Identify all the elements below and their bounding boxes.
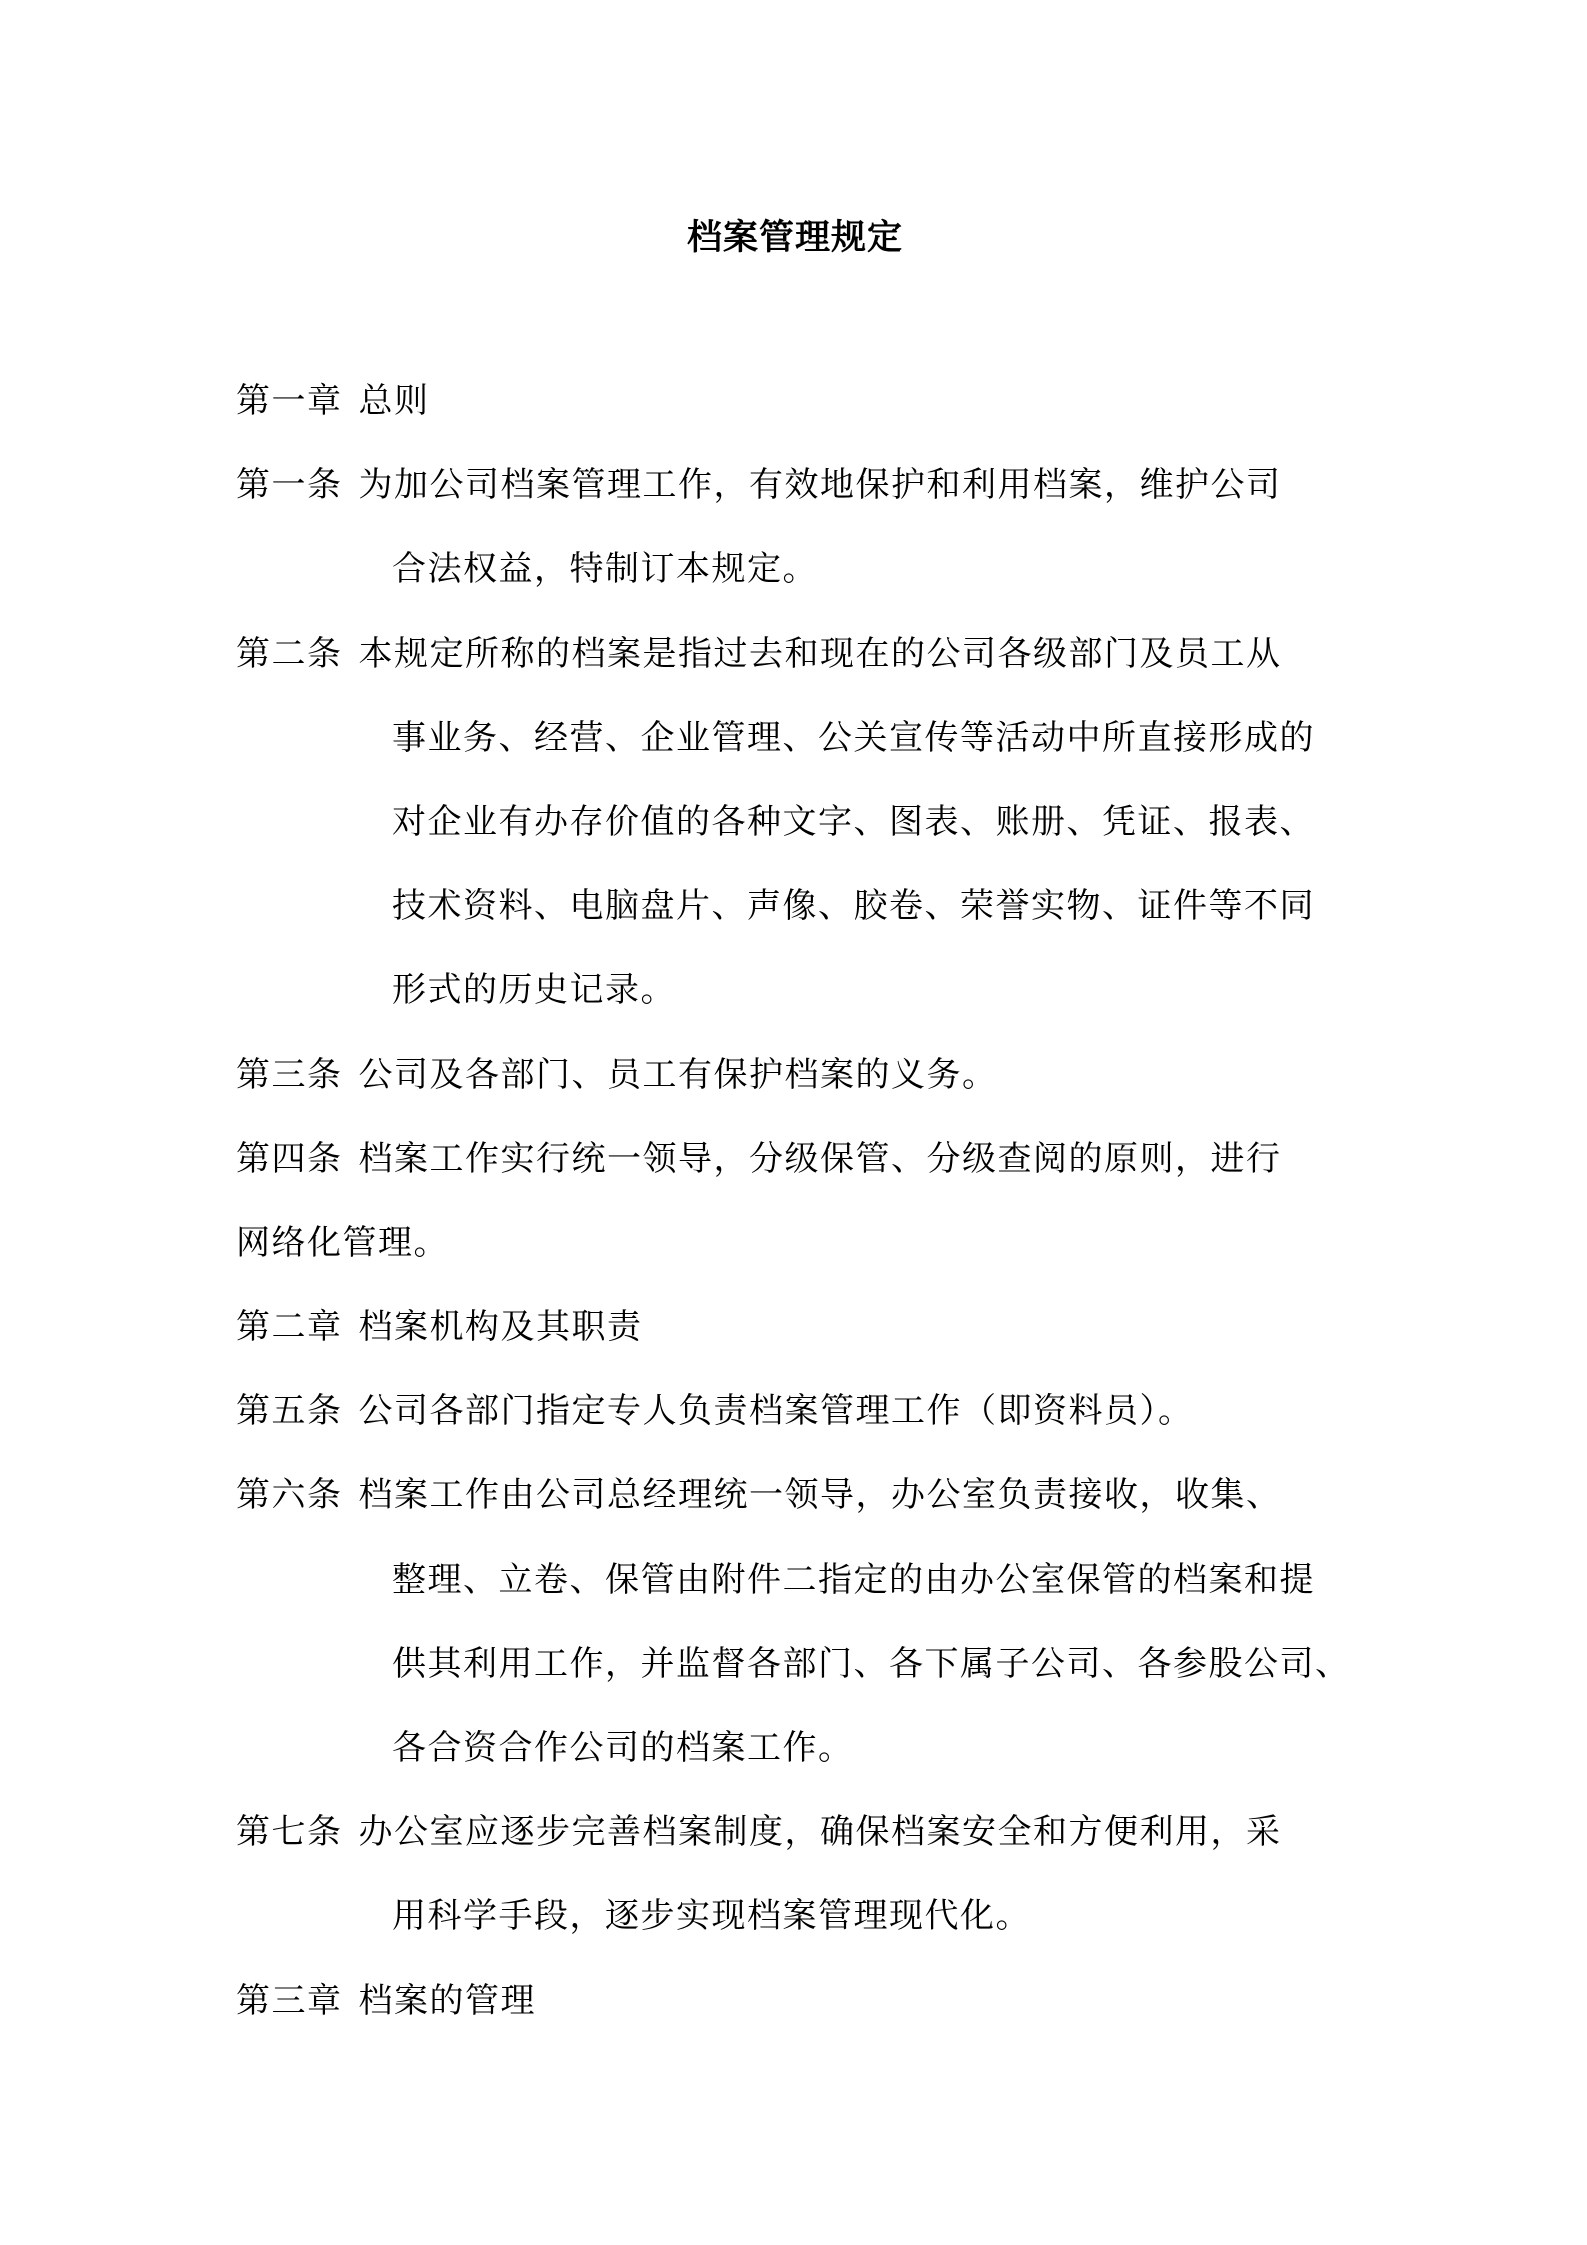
article-text: 档案工作实行统一领导，分级保管、分级查阅的原则，进行 [358, 1138, 1282, 1179]
article-line: 事业务、经营、企业管理、公关宣传等活动中所直接形成的 [392, 717, 1315, 758]
article-text: 档案工作由公司总经理统一领导，办公室负责接收，收集、 [358, 1475, 1282, 1516]
chapter-heading [236, 378, 1356, 462]
article-line [236, 1809, 1356, 1893]
chapter-title: 档案的管理 [358, 1980, 536, 2021]
article-line: 整理、立卷、保管由附件二指定的由办公室保管的档案和提 [392, 1559, 1315, 1600]
article-text: 公司各部门指定专人负责档案管理工作（即资料员）。 [358, 1391, 1194, 1432]
article-label: 第二条 [236, 633, 343, 674]
article-text: 为加公司档案管理工作，有效地保护和利用档案，维护公司 [358, 465, 1282, 506]
document-body [236, 378, 1356, 2062]
article-line: 对企业有办存价值的各种文字、图表、账册、凭证、报表、 [392, 801, 1315, 842]
article-text: 公司及各部门、员工有保护档案的义务。 [358, 1054, 998, 1095]
chapter-label: 第二章 [236, 1307, 343, 1348]
article-line: 供其利用工作，并监督各部门、各下属子公司、各参股公司、 [392, 1643, 1351, 1684]
article-line [236, 1388, 1356, 1472]
article-line: 各合资合作公司的档案工作。 [392, 1728, 854, 1768]
article-label: 第三条 [236, 1054, 343, 1095]
article-line [236, 462, 1356, 546]
article-line: 形式的历史记录。 [392, 970, 676, 1011]
article-line [236, 1052, 1356, 1136]
chapter-label: 第一章 [236, 381, 343, 421]
article-label: 第一条 [236, 465, 343, 506]
chapter-heading [236, 1978, 1356, 2062]
article-line: 合法权益，特制订本规定。 [392, 549, 818, 590]
article-label: 第四条 [236, 1138, 343, 1179]
chapter-title: 档案机构及其职责 [358, 1307, 643, 1348]
article-line [236, 1136, 1356, 1220]
article-label: 第六条 [236, 1475, 343, 1516]
chapter-heading [236, 1304, 1356, 1388]
article-line [236, 1472, 1356, 1556]
article-label: 第七条 [236, 1812, 343, 1853]
article-line: 技术资料、电脑盘片、声像、胶卷、荣誉实物、证件等不同 [392, 886, 1315, 927]
article-text: 办公室应逐步完善档案制度，确保档案安全和方便利用，采 [358, 1812, 1282, 1853]
chapter-label: 第三章 [236, 1980, 343, 2021]
article-line [236, 631, 1356, 715]
chapter-title: 总则 [358, 381, 430, 421]
article-label: 第五条 [236, 1391, 343, 1432]
document-title: 档案管理规定 [686, 218, 903, 258]
article-line: 用科学手段，逐步实现档案管理现代化。 [392, 1896, 1031, 1937]
article-text: 本规定所称的档案是指过去和现在的公司各级部门及员工从 [358, 633, 1282, 674]
article-line: 网络化管理。 [236, 1222, 449, 1263]
